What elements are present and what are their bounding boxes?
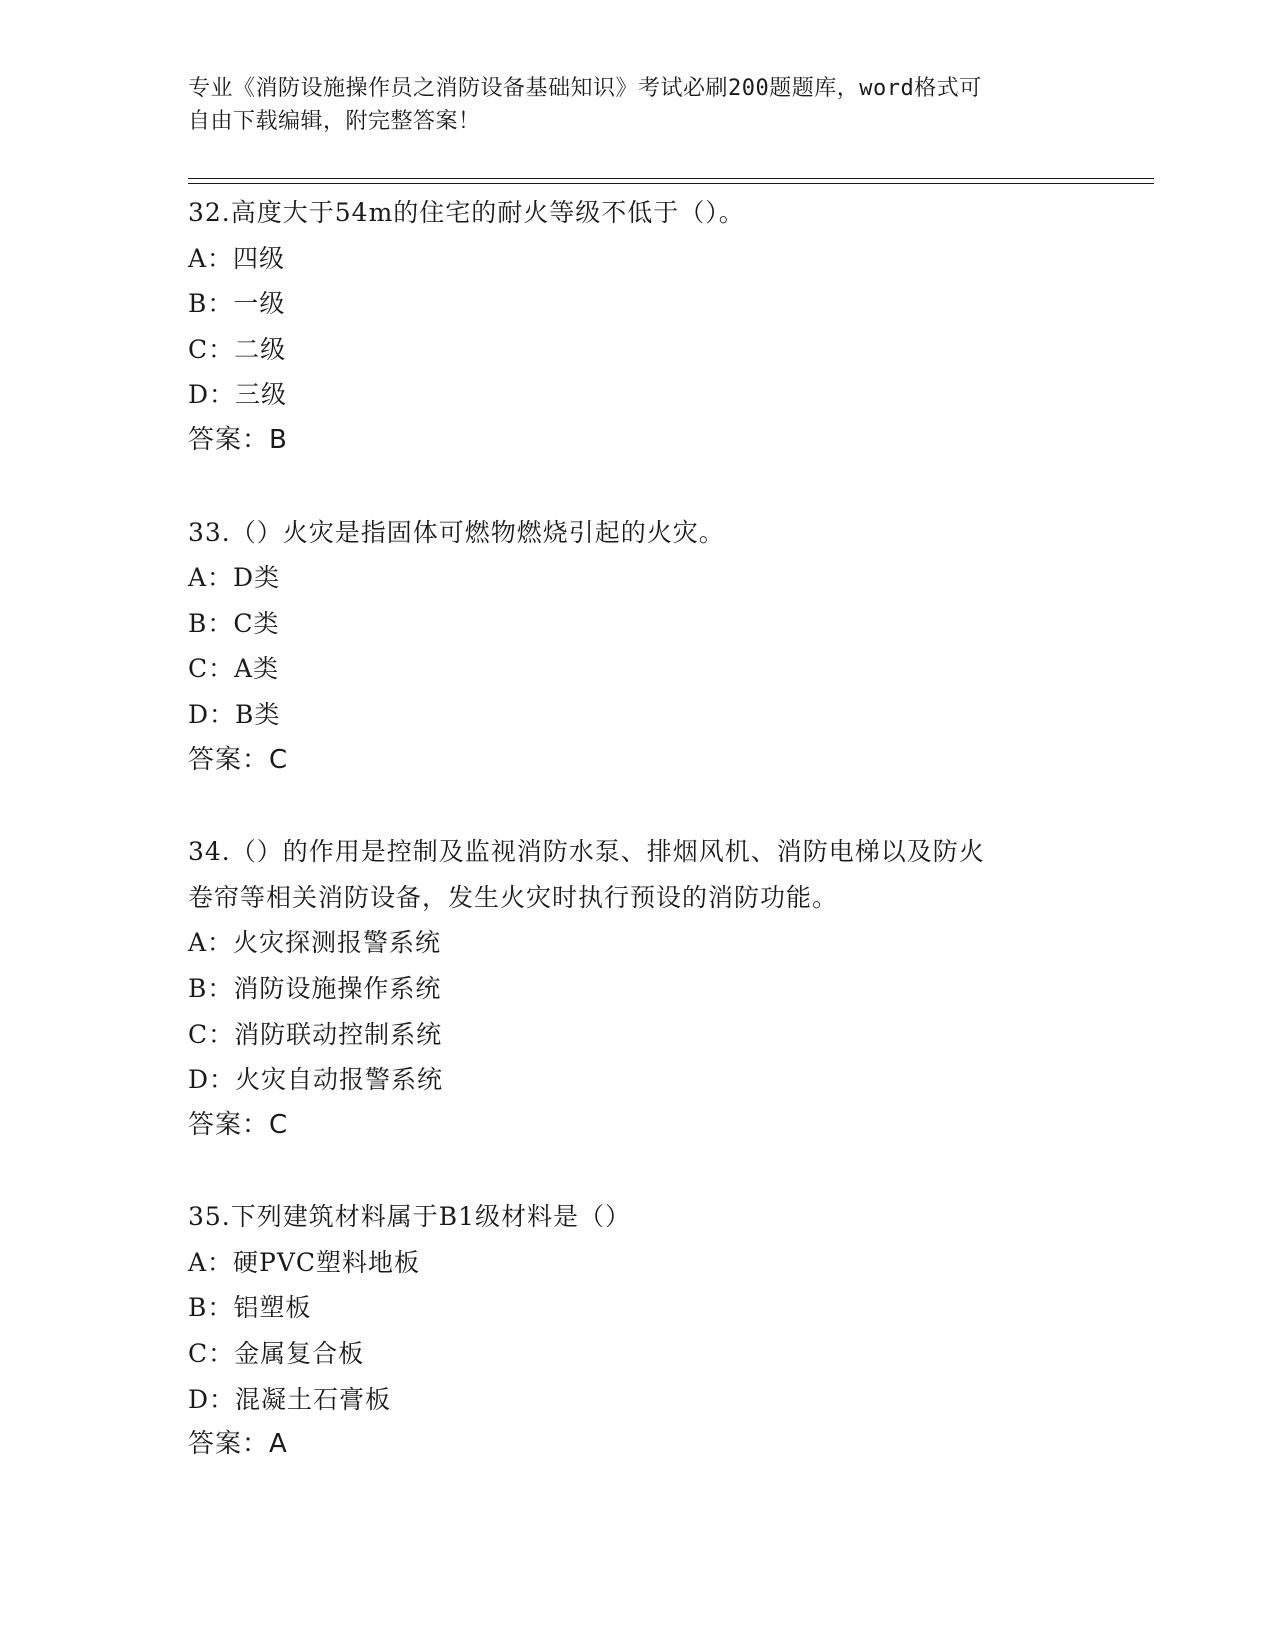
option-c: C：A类 [188,654,280,684]
question-34 [188,829,1088,1148]
header-divider-top [188,178,1154,179]
answer-label: 答案：C [188,744,289,775]
answer-label: 答案：A [188,1429,288,1460]
option-a: A：D类 [188,563,281,593]
option-a: A：硬PVC塑料地板 [188,1247,421,1277]
option-c: C：消防联动控制系统 [188,1019,443,1049]
question-stem: 32.高度大于54m的住宅的耐火等级不低于（）。 [188,198,745,227]
option-d: D：三级 [188,380,288,410]
option-c: C：金属复合板 [188,1339,365,1369]
option-d: D：火灾自动报警系统 [188,1065,444,1095]
question-stem: 35.下列建筑材料属于B1级材料是（） [188,1202,632,1232]
question-stem: 34.（）的作用是控制及监视消防水泵、排烟风机、消防电梯以及防火 [188,837,985,867]
option-a: A：四级 [188,243,286,273]
option-b: B：一级 [188,289,286,319]
document-header [188,72,1088,138]
header-divider-bottom [188,183,1154,184]
answer-label: 答案：C [188,1109,289,1140]
question-35 [188,1194,1088,1468]
option-b: B：C类 [188,608,280,638]
question-stem-continued: 卷帘等相关消防设备，发生火灾时执行预设的消防功能。 [188,882,839,912]
option-d: D：混凝土石膏板 [188,1384,392,1414]
header-line-1: 专业《消防设施操作员之消防设备基础知识》考试必刷200题题库，word格式可 [188,76,982,101]
option-c: C：二级 [188,334,287,364]
answer-label: 答案：B [188,424,288,455]
header-line-2: 自由下载编辑，附完整答案！ [188,109,481,134]
question-33 [188,510,1088,784]
question-list [188,190,1088,1514]
option-b: B：消防设施操作系统 [188,973,442,1003]
question-stem: 33.（）火灾是指固体可燃物燃烧引起的火灾。 [188,517,725,547]
option-a: A：火灾探测报警系统 [188,928,442,958]
question-32 [188,190,1088,464]
option-d: D：B类 [188,699,281,729]
option-b: B：铝塑板 [188,1293,312,1323]
